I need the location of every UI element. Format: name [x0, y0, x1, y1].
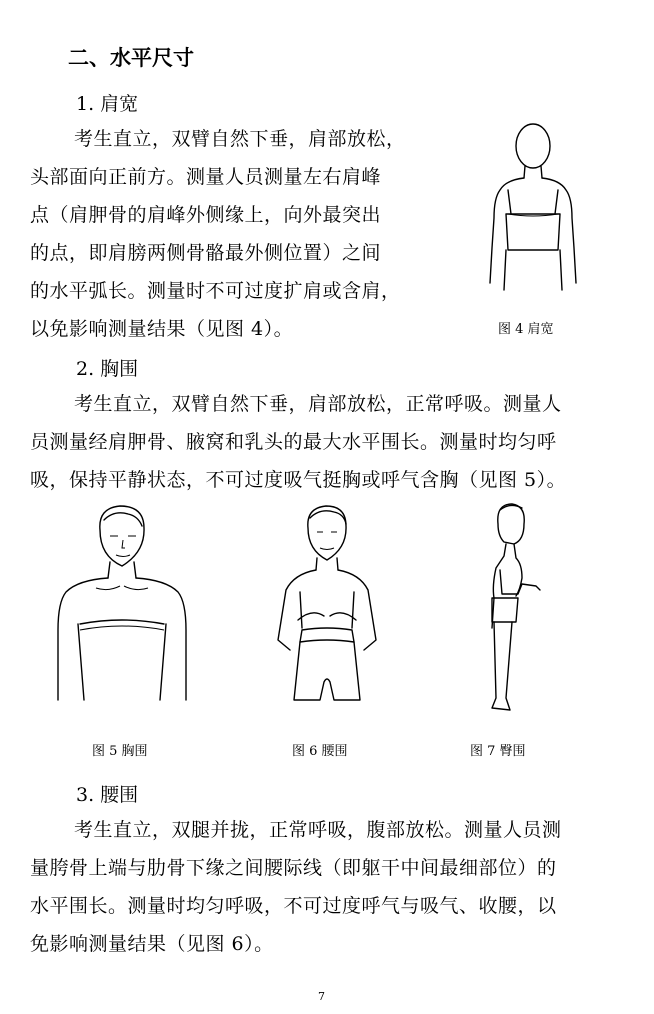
paragraph-line: 免影响测量结果（见图 6）。	[30, 933, 274, 955]
figure-hip-girth-illustration	[470, 498, 560, 718]
paragraph-line: 的水平弧长。测量时不可过度扩肩或含肩，	[30, 280, 401, 302]
figure-shoulder-width-illustration	[478, 118, 588, 298]
paragraph-line: 考生直立，双臂自然下垂，肩部放松，	[74, 128, 406, 150]
figure-waist-girth-illustration	[262, 500, 392, 710]
paragraph-line: 头部面向正前方。测量人员测量左右肩峰	[30, 166, 382, 188]
figure-5-caption: 图 5 胸围	[92, 744, 148, 759]
section-title: 二、水平尺寸	[68, 45, 194, 70]
paragraph-line: 吸，保持平静状态，不可过度吸气挺胸或呼气含胸（见图 5）。	[30, 469, 567, 491]
heading-waist-girth: 3. 腰围	[76, 784, 139, 806]
page-number: 7	[318, 990, 325, 1003]
paragraph-line: 考生直立，双臂自然下垂，肩部放松，正常呼吸。测量人	[74, 393, 562, 415]
heading-chest-girth: 2. 胸围	[76, 358, 139, 380]
paragraph-line: 考生直立，双腿并拢，正常呼吸，腹部放松。测量人员测	[74, 819, 562, 841]
figure-4-caption: 图 4 肩宽	[498, 322, 554, 337]
figure-6-caption: 图 6 腰围	[292, 744, 348, 759]
figure-7-caption: 图 7 臀围	[470, 744, 526, 759]
paragraph-line: 点（肩胛骨的肩峰外侧缘上，向外最突出	[30, 204, 382, 226]
paragraph-line: 的点，即肩膀两侧骨骼最外侧位置）之间	[30, 242, 382, 264]
figure-chest-girth-illustration	[48, 500, 198, 710]
paragraph-line: 水平围长。测量时均匀呼吸，不可过度呼气与吸气、收腰，以	[30, 895, 557, 917]
paragraph-line: 以免影响测量结果（见图 4）。	[30, 318, 294, 340]
paragraph-line: 员测量经肩胛骨、腋窝和乳头的最大水平围长。测量时均匀呼	[30, 431, 557, 453]
heading-shoulder-width: 1. 肩宽	[76, 93, 139, 115]
paragraph-line: 量胯骨上端与肋骨下缘之间腰际线（即躯干中间最细部位）的	[30, 857, 557, 879]
